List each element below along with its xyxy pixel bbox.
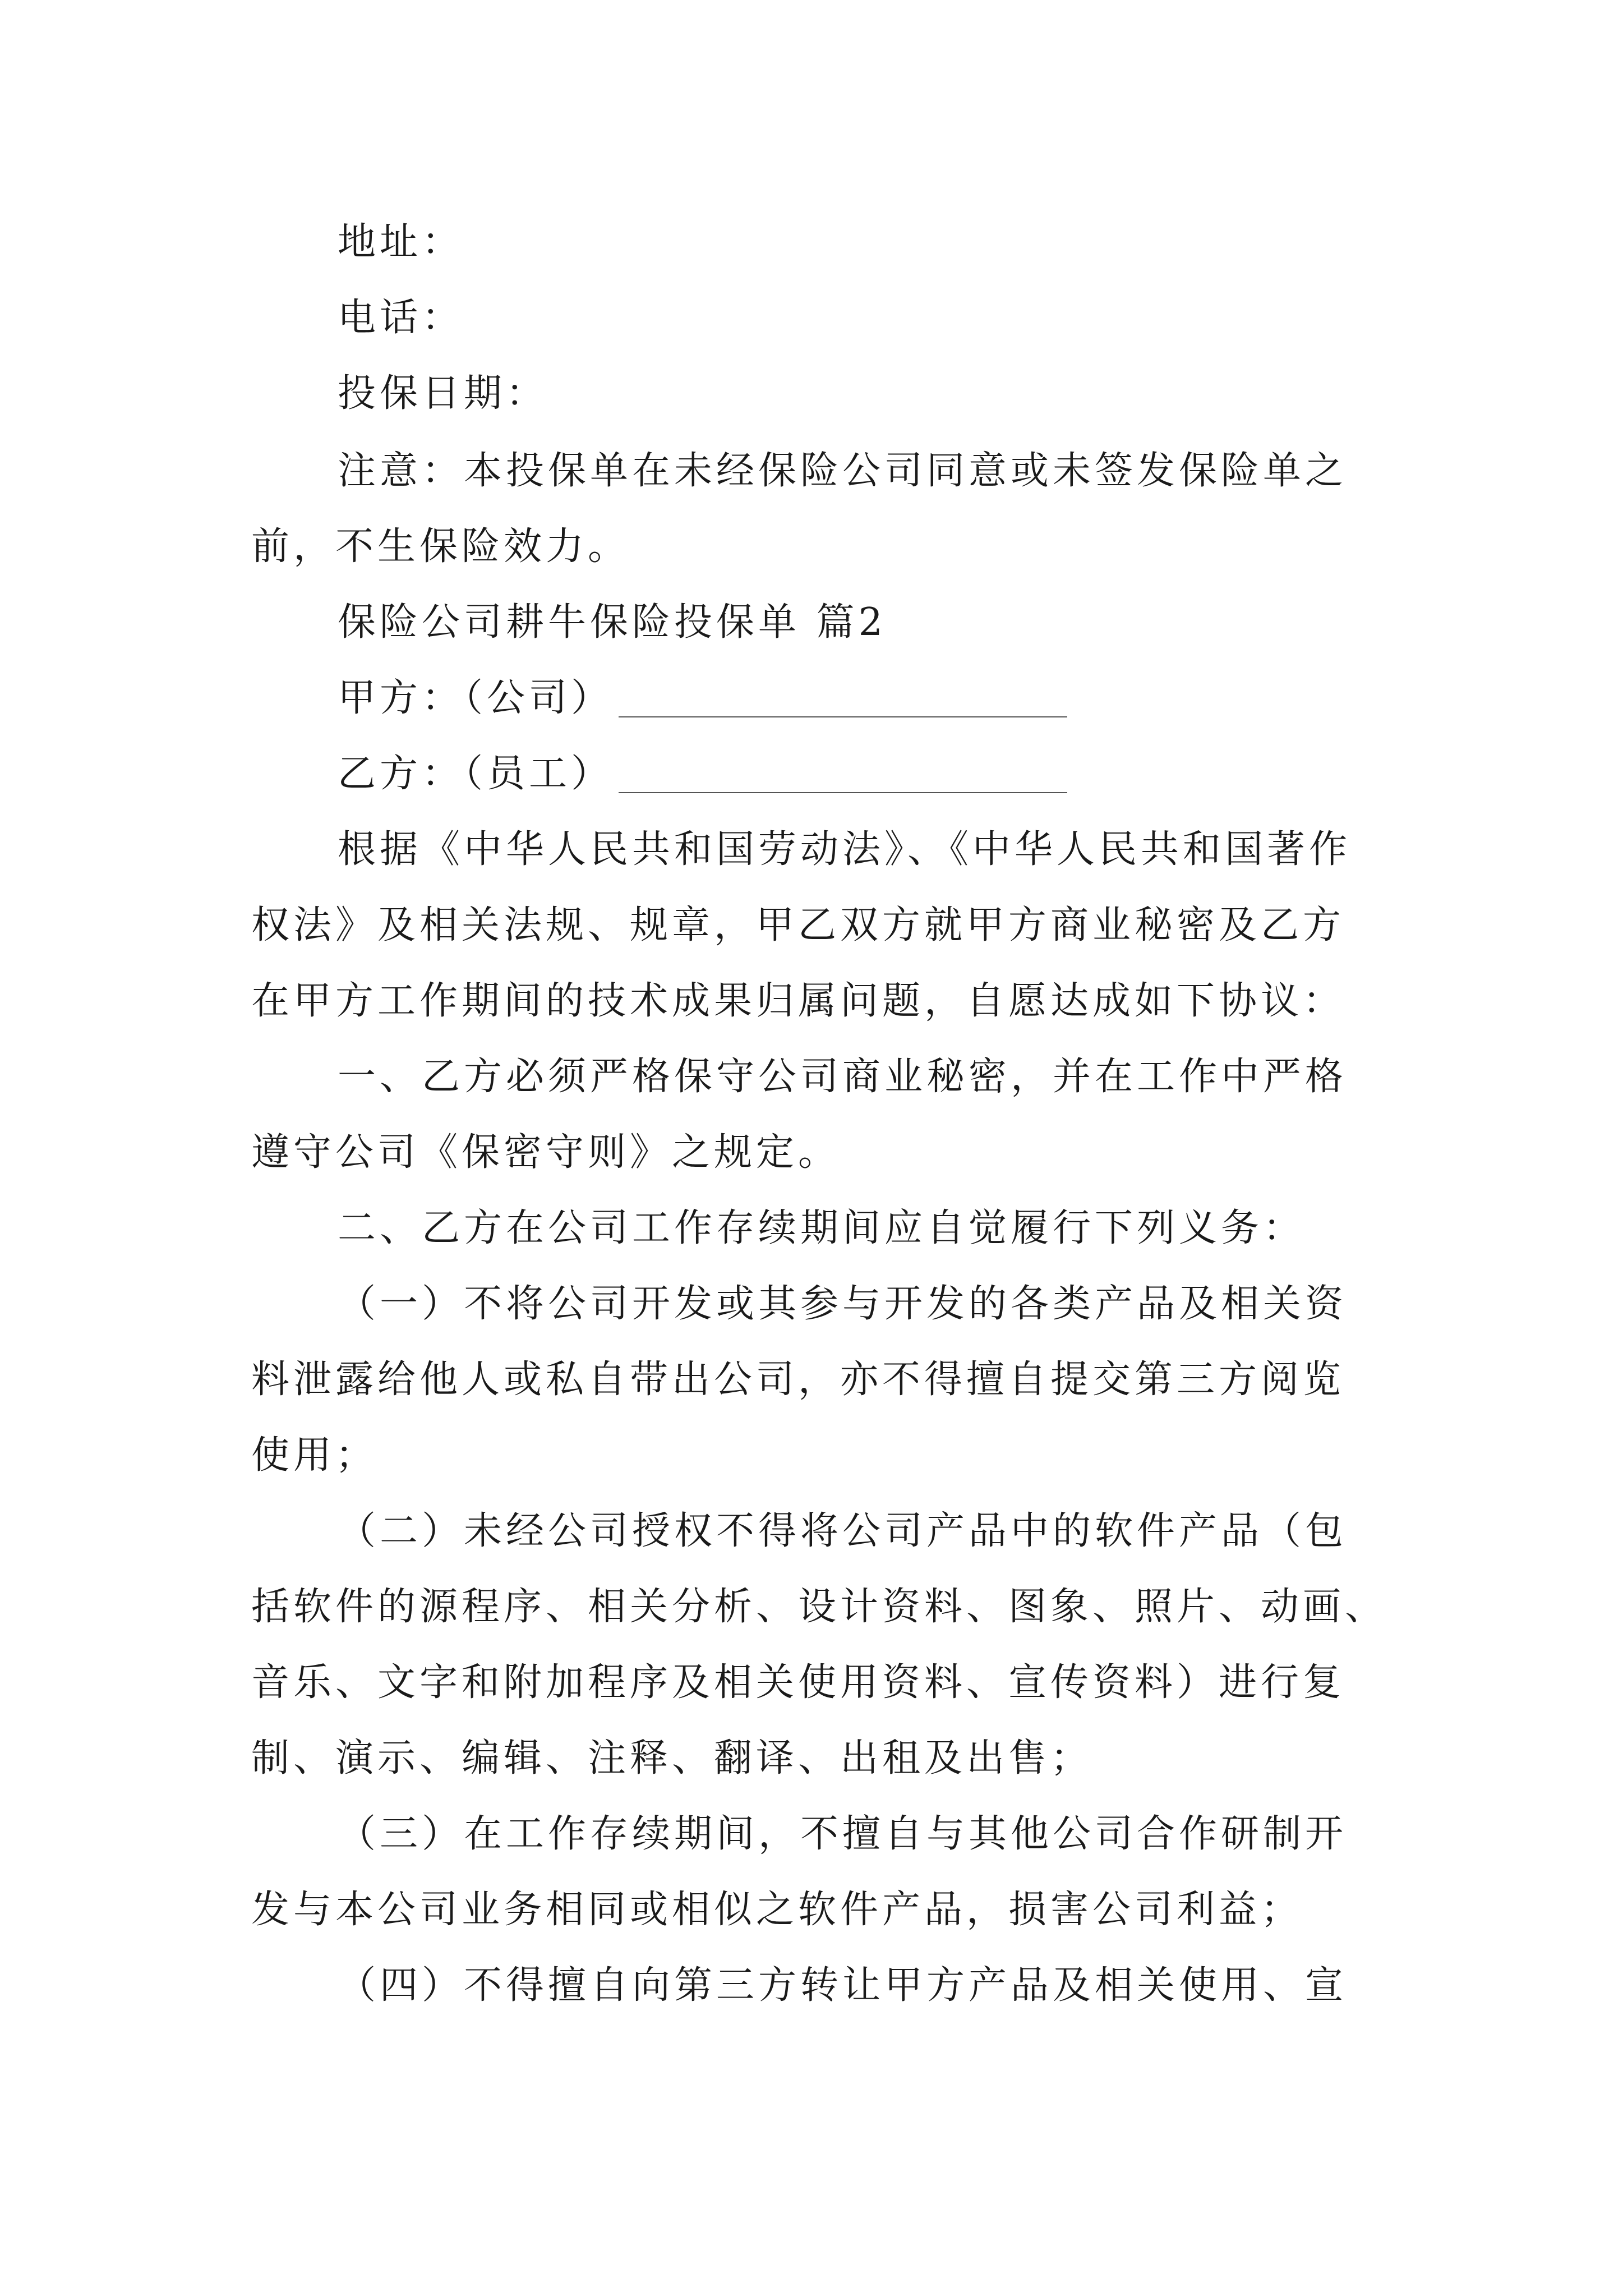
- clause-1-line-2: 遵守公司《保密守则》之规定。: [251, 1130, 841, 1175]
- notice-line-2: 前，不生保险效力。: [251, 524, 630, 569]
- clause-2-heading: 二、乙方在公司工作存续期间应自觉履行下列义务：: [338, 1206, 1306, 1250]
- item-4-line-1: （四）不得擅自向第三方转让甲方产品及相关使用、宣: [338, 1963, 1348, 2008]
- section-title: 保险公司耕牛保险投保单 篇2: [338, 600, 887, 645]
- party-a-label: 甲方：（公司）: [338, 676, 614, 720]
- item-2-line-3: 音乐、文字和附加程序及相关使用资料、宣传资料）进行复: [251, 1660, 1345, 1705]
- party-a-row: [338, 676, 1067, 720]
- party-a-blank: [619, 684, 1067, 717]
- item-2-line-1: （二）未经公司授权不得将公司产品中的软件产品（包: [338, 1509, 1348, 1553]
- item-3-line-2: 发与本公司业务相同或相似之软件产品，损害公司利益；: [251, 1888, 1303, 1932]
- clause-1-line-1: 一、乙方必须严格保守公司商业秘密，并在工作中严格: [338, 1055, 1348, 1099]
- body-line-1: 根据《中华人民共和国劳动法》、《中华人民共和国著作: [338, 827, 1352, 872]
- item-2-line-2: 括软件的源程序、相关分析、设计资料、图象、照片、动画、: [251, 1585, 1387, 1629]
- item-1-line-2: 料泄露给他人或私自带出公司，亦不得擅自提交第三方阅览: [251, 1358, 1345, 1402]
- insure-date-label: 投保日期：: [338, 371, 548, 416]
- party-b-blank: [619, 760, 1067, 793]
- phone-label: 电话：: [338, 296, 464, 340]
- address-label: 地址：: [338, 220, 464, 264]
- body-line-2: 权法》及相关法规、规章，甲乙双方就甲方商业秘密及乙方: [251, 903, 1345, 947]
- notice-line-1: 注意：本投保单在未经保险公司同意或未签发保险单之: [338, 449, 1348, 493]
- item-1-line-1: （一）不将公司开发或其参与开发的各类产品及相关资: [338, 1282, 1348, 1326]
- party-b-label: 乙方：（员工）: [338, 752, 614, 796]
- item-1-line-3: 使用；: [251, 1433, 378, 1478]
- item-3-line-1: （三）在工作存续期间，不擅自与其他公司合作研制开: [338, 1812, 1348, 1856]
- party-b-row: [338, 752, 1067, 796]
- item-2-line-4: 制、演示、编辑、注释、翻译、出租及出售；: [251, 1736, 1093, 1780]
- body-line-3: 在甲方工作期间的技术成果归属问题，自愿达成如下协议：: [251, 979, 1345, 1023]
